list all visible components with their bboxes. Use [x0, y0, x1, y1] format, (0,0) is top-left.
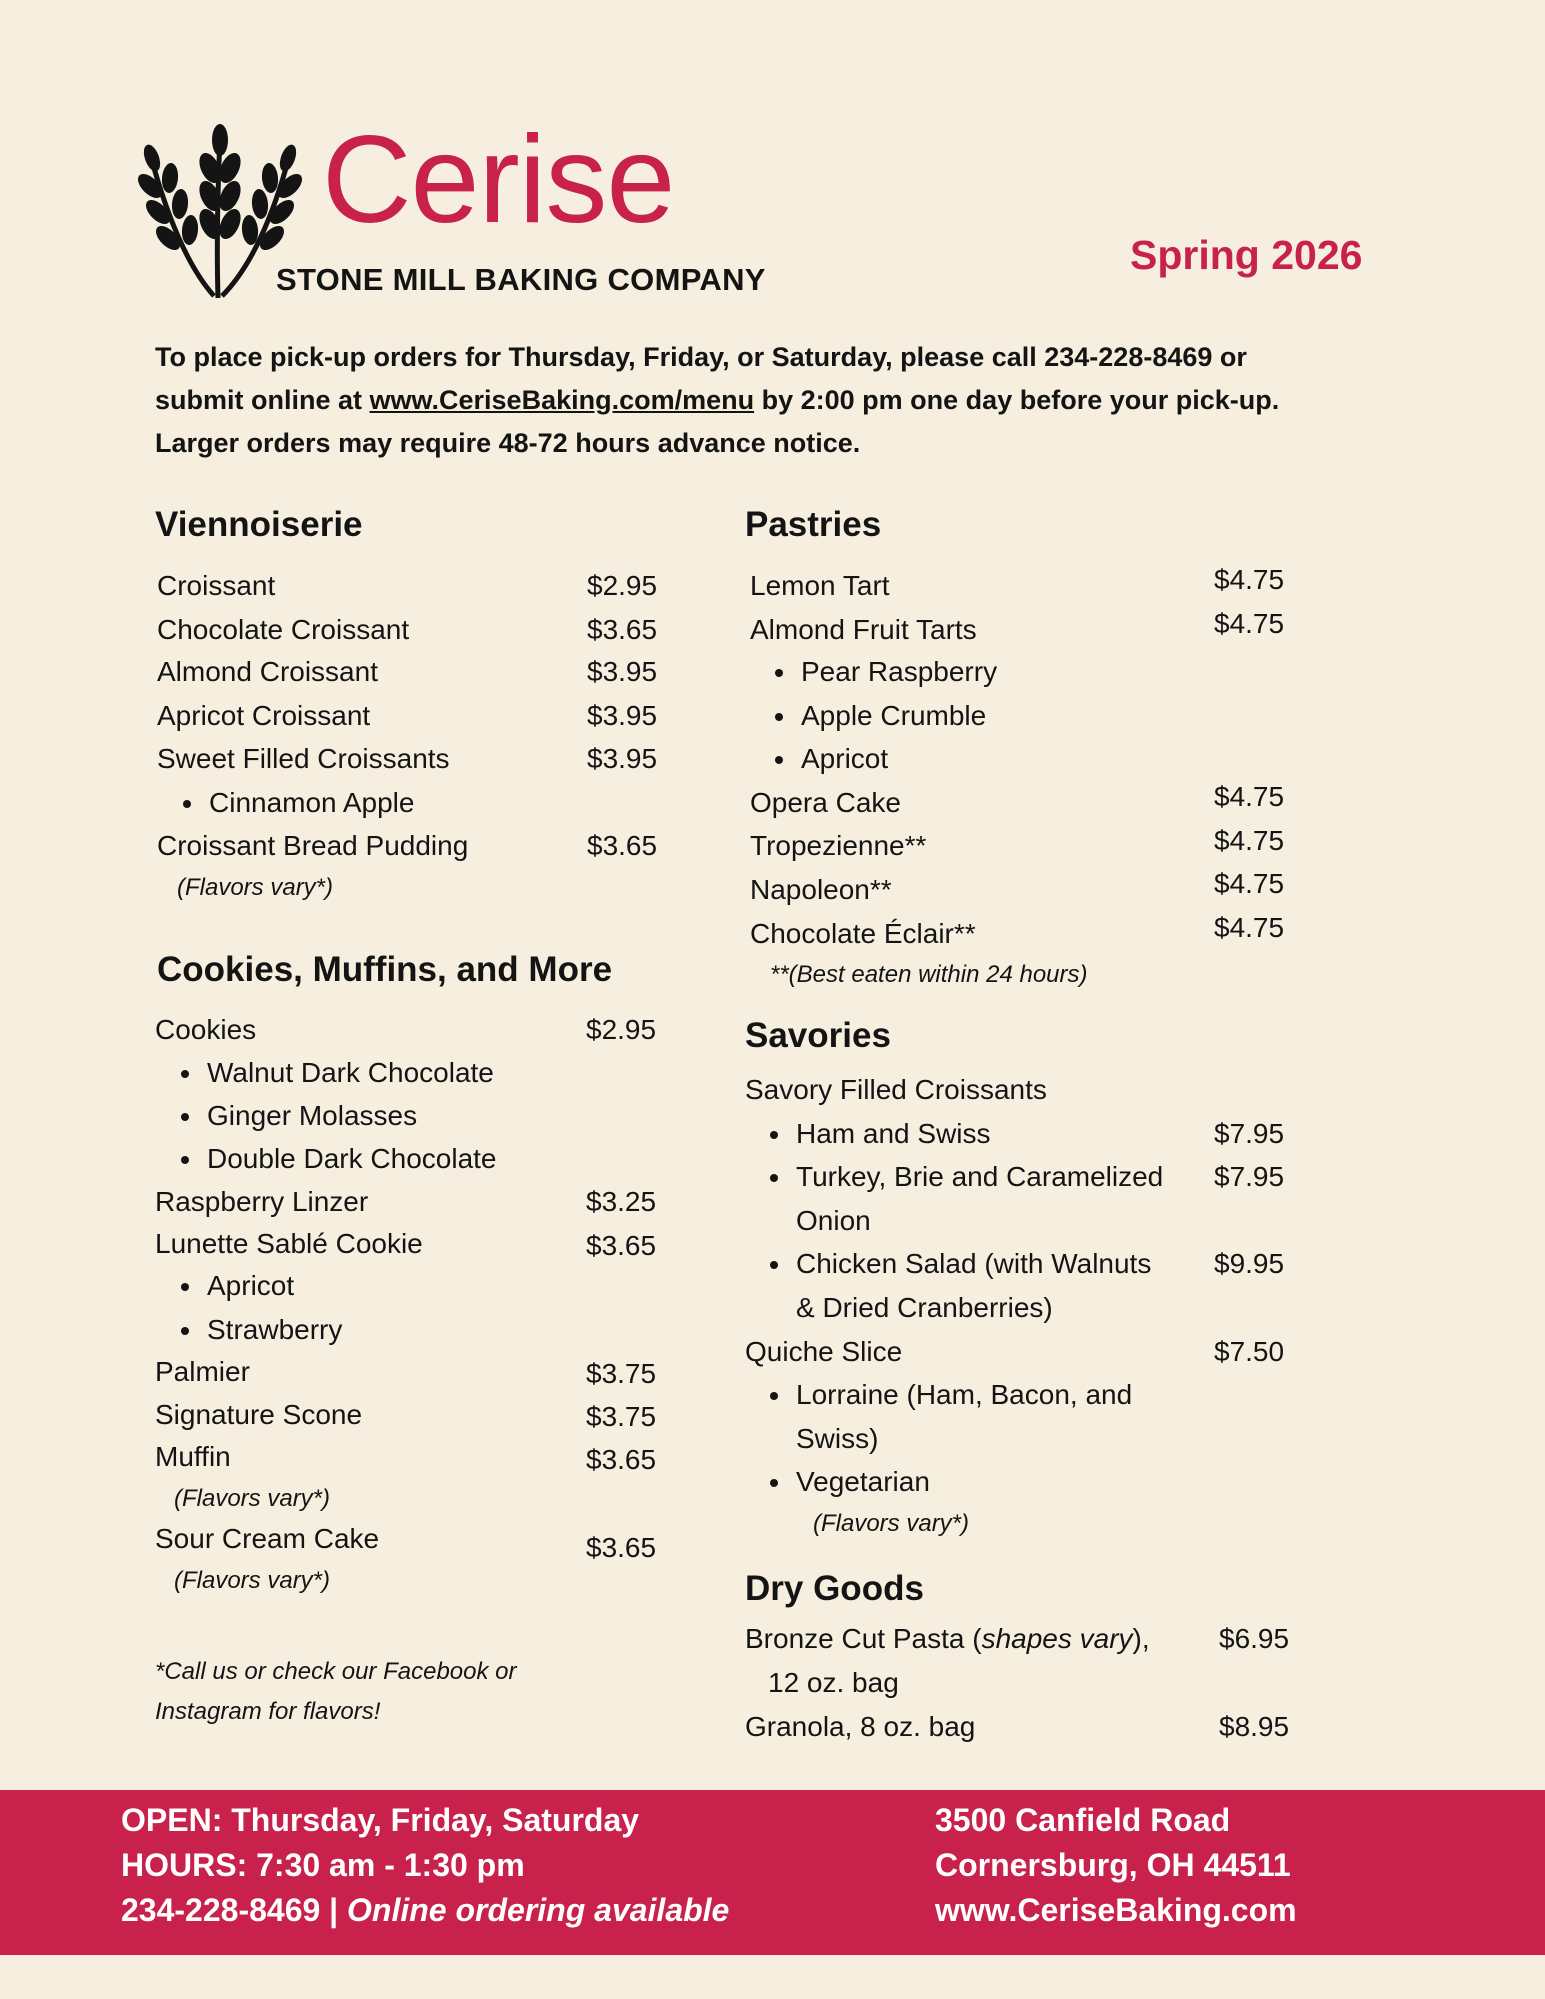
menu-sub-item: Apple Crumble [801, 700, 987, 731]
menu-item: Chocolate Croissant [157, 614, 410, 645]
website-link[interactable]: www.CeriseBaking.com [935, 1892, 1297, 1928]
menu-price: $8.95 [1219, 1711, 1290, 1742]
menu-price: $4.75 [1214, 825, 1285, 856]
menu-price: $3.65 [587, 830, 658, 861]
menu-item: Opera Cake [750, 787, 901, 818]
menu-item: Signature Scone [155, 1399, 363, 1430]
menu-item: Savory Filled Croissants [745, 1074, 1047, 1105]
menu-sub-item: Double Dark Chocolate [207, 1143, 497, 1174]
menu-sub-item: Vegetarian [796, 1466, 930, 1497]
menu-sub-item-continued: Onion [796, 1205, 871, 1236]
menu-sub-item: Cinnamon Apple [209, 787, 415, 818]
menu-price: $3.65 [586, 1230, 657, 1261]
menu-item: Croissant Bread Pudding [157, 830, 469, 861]
season-label: Spring 2026 [1130, 232, 1363, 278]
menu-price: $4.75 [1214, 608, 1285, 639]
menu-item: Almond Croissant [157, 656, 378, 687]
menu-price: $2.95 [587, 570, 658, 601]
menu-sub-item: Ginger Molasses [207, 1100, 418, 1131]
menu-sub-item-continued: Swiss) [796, 1423, 879, 1454]
order-instructions [155, 336, 1415, 465]
menu-item: Granola, 8 oz. bag [745, 1711, 976, 1742]
phone-line [121, 1892, 729, 1929]
menu-item: Muffin [155, 1441, 231, 1472]
menu-price: $4.75 [1214, 868, 1285, 899]
footer-bar [0, 1790, 1545, 1955]
flavor-note: (Flavors vary*) [174, 1567, 331, 1594]
section-title-pastries: Pastries [745, 505, 882, 544]
menu-sub-item: Lorraine (Ham, Bacon, and [796, 1379, 1133, 1410]
intro-line-3: Larger orders may require 48-72 hours advance notice. [155, 428, 861, 458]
menu-sub-item: Walnut Dark Chocolate [207, 1057, 494, 1088]
menu-item: Almond Fruit Tarts [750, 614, 977, 645]
menu-sub-item: Chicken Salad (with Walnuts [796, 1248, 1152, 1279]
menu-item: Lemon Tart [750, 570, 890, 601]
menu-price: $9.95 [1214, 1248, 1285, 1279]
menu-price: $3.65 [586, 1532, 657, 1563]
menu-item: Quiche Slice [745, 1336, 903, 1367]
section-title-savories: Savories [745, 1016, 891, 1055]
online-ordering: Online ordering available [347, 1892, 730, 1928]
menu-price: $3.75 [586, 1401, 657, 1432]
menu-item: Palmier [155, 1356, 250, 1387]
address-line-1: 3500 Canfield Road [935, 1802, 1231, 1838]
intro-line-2-pre: submit online at [155, 385, 370, 415]
flavor-note: (Flavors vary*) [813, 1510, 970, 1537]
footnote-line-2: Instagram for flavors! [155, 1698, 381, 1725]
menu-sub-item: Apricot [801, 743, 889, 774]
menu-price: $3.65 [587, 614, 658, 645]
menu-price: $7.95 [1214, 1161, 1285, 1192]
brand-name: Cerise [322, 111, 675, 249]
menu-item [745, 1622, 1150, 1656]
intro-line-2 [155, 379, 1415, 422]
freshness-note: **(Best eaten within 24 hours) [770, 961, 1088, 988]
flavor-note: (Flavors vary*) [174, 1485, 331, 1512]
phone-number[interactable]: 234-228-8469 | [121, 1892, 348, 1928]
section-title-viennoiserie: Viennoiserie [155, 505, 363, 544]
intro-line-2-post: by 2:00 pm one day before your pick-up. [754, 385, 1280, 415]
menu-price: $3.95 [587, 656, 658, 687]
menu-sub-item-continued: & Dried Cranberries) [796, 1292, 1053, 1323]
menu-item: Tropezienne** [750, 830, 927, 861]
menu-sub-item: Turkey, Brie and Caramelized [796, 1161, 1164, 1192]
pasta-name-pre: Bronze Cut Pasta ( [745, 1623, 982, 1654]
menu-price: $3.95 [587, 700, 658, 731]
menu-item: Chocolate Éclair** [750, 918, 976, 949]
menu-price: $6.95 [1219, 1623, 1290, 1654]
brand-subtitle: STONE MILL BAKING COMPANY [276, 262, 766, 297]
menu-sub-item: Apricot [207, 1270, 295, 1301]
menu-item: Sweet Filled Croissants [157, 743, 450, 774]
address-line-2: Cornersburg, OH 44511 [935, 1847, 1291, 1883]
menu-sub-item: Ham and Swiss [796, 1118, 991, 1149]
menu-sub-item: Strawberry [207, 1314, 343, 1345]
section-title-dry-goods: Dry Goods [745, 1569, 924, 1608]
footnote-line-1: *Call us or check our Facebook or [155, 1658, 517, 1685]
menu-price: $7.50 [1214, 1336, 1285, 1367]
pasta-name-italic: shapes vary [981, 1623, 1133, 1654]
section-title-cookies: Cookies, Muffins, and More [157, 950, 613, 989]
menu-price: $3.75 [586, 1358, 657, 1389]
hours: HOURS: 7:30 am - 1:30 pm [121, 1847, 525, 1883]
menu-item: Croissant [157, 570, 276, 601]
menu-price: $4.75 [1214, 912, 1285, 943]
menu-price: $3.95 [587, 743, 658, 774]
menu-item: Raspberry Linzer [155, 1186, 369, 1217]
menu-item: Apricot Croissant [157, 700, 371, 731]
menu-item: Sour Cream Cake [155, 1523, 380, 1554]
menu-price: $3.25 [586, 1186, 657, 1217]
menu-price: $4.75 [1214, 781, 1285, 812]
intro-line-1: To place pick-up orders for Thursday, Friday, or Saturday, please call 234-228-8469 or [155, 342, 1247, 372]
menu-sub-item: Pear Raspberry [801, 656, 998, 687]
menu-price: $7.95 [1214, 1118, 1285, 1149]
open-days: OPEN: Thursday, Friday, Saturday [121, 1802, 640, 1838]
menu-item: Napoleon** [750, 874, 892, 905]
menu-price: $2.95 [586, 1014, 657, 1045]
pasta-name-post: ), [1132, 1623, 1150, 1654]
menu-item: Cookies [155, 1014, 257, 1045]
flavor-note: (Flavors vary*) [177, 874, 334, 901]
menu-price: $3.65 [586, 1444, 657, 1475]
menu-link[interactable]: www.CeriseBaking.com/menu [369, 385, 755, 415]
menu-item: Lunette Sablé Cookie [155, 1228, 423, 1259]
menu-item-continued: 12 oz. bag [768, 1667, 899, 1698]
menu-price: $4.75 [1214, 564, 1285, 595]
